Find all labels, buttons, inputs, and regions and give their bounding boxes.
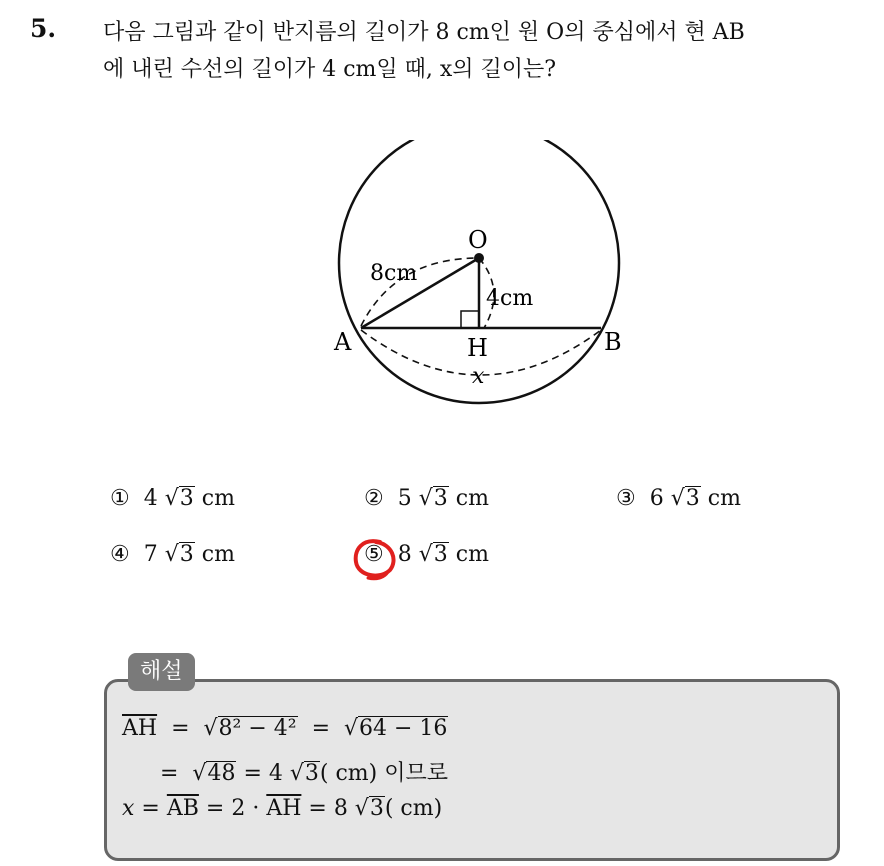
radicand: 3	[304, 761, 319, 786]
unit-2: ( cm)	[384, 796, 443, 821]
explanation-line-3: $x = \overline{AB} = 2 \cdot \overline{AH} = 8$ √3( cm)	[122, 796, 443, 821]
explanation-tag: 해설	[128, 653, 195, 691]
choice-radicand: 3	[179, 486, 194, 511]
choice-unit: cm	[201, 542, 235, 567]
explanation-line-2: = √48 = 4 √3( cm) 이므로	[160, 761, 448, 786]
right-angle-mark	[461, 311, 479, 328]
choice-mark: ①	[110, 486, 130, 511]
choice-1[interactable]: ① 4 √3 cm	[110, 486, 235, 511]
choice-unit: cm	[707, 486, 741, 511]
choice-unit: cm	[455, 542, 489, 567]
choice-unit: cm	[455, 486, 489, 511]
explanation-line-1: $\overline{AH} = √8^2 - 4^2 = √64 - 16$	[122, 716, 448, 741]
choice-mark: ⑤	[364, 542, 384, 567]
label-o: O	[468, 226, 488, 254]
choice-3[interactable]: ③ 6 √3 cm	[616, 486, 741, 511]
segment-ah: $\overline{AH}$	[122, 716, 158, 741]
choice-radicand: 3	[685, 486, 700, 511]
circle-figure	[300, 140, 640, 420]
coef: 4	[268, 761, 283, 786]
center-point	[474, 253, 484, 263]
label-x: x	[472, 364, 485, 389]
choice-mark: ④	[110, 542, 130, 567]
choice-mark: ②	[364, 486, 384, 511]
choice-coef: 4	[143, 486, 158, 511]
coef-2: 8	[333, 796, 348, 821]
choice-radicand: 3	[433, 542, 448, 567]
choice-unit: cm	[201, 486, 235, 511]
radicand-48: 48	[207, 761, 236, 786]
choice-radicand: 3	[433, 486, 448, 511]
choice-coef: 7	[143, 542, 158, 567]
unit: ( cm)	[319, 761, 378, 786]
choice-5[interactable]: ⑤ 8 √3 cm	[364, 542, 489, 567]
choice-coef: 6	[649, 486, 664, 511]
choice-2[interactable]: ② 5 √3 cm	[364, 486, 489, 511]
label-a: A	[334, 328, 352, 356]
choice-mark: ③	[616, 486, 636, 511]
choice-4[interactable]: ④ 7 √3 cm	[110, 542, 235, 567]
choice-coef: 8	[397, 542, 412, 567]
selected-answer-mark	[350, 536, 400, 582]
label-h: H	[467, 334, 488, 362]
radicand-a: 8² − 4²	[218, 716, 297, 741]
segment-ah-2: $\overline{AH}$	[266, 796, 302, 821]
label-perpendicular: 4cm	[486, 286, 534, 311]
segment-ab: $\overline{AB}$	[166, 796, 199, 821]
label-b: B	[604, 328, 622, 356]
var-x: x	[122, 796, 135, 821]
label-radius: 8cm	[370, 261, 418, 286]
suffix: 이므로	[384, 761, 448, 786]
question-text-line2: 에 내린 수선의 길이가 4 cm일 때, x의 길이는?	[103, 57, 557, 82]
question-text-line1: 다음 그림과 같이 반지름의 길이가 8 cm인 원 O의 중심에서 현 AB	[103, 20, 745, 45]
radicand-b: 64 − 16	[359, 716, 448, 741]
factor: 2 ·	[231, 796, 260, 821]
question-number: 5.	[30, 14, 57, 43]
choice-radicand: 3	[179, 542, 194, 567]
choice-coef: 5	[397, 486, 412, 511]
radicand-2: 3	[369, 796, 384, 821]
